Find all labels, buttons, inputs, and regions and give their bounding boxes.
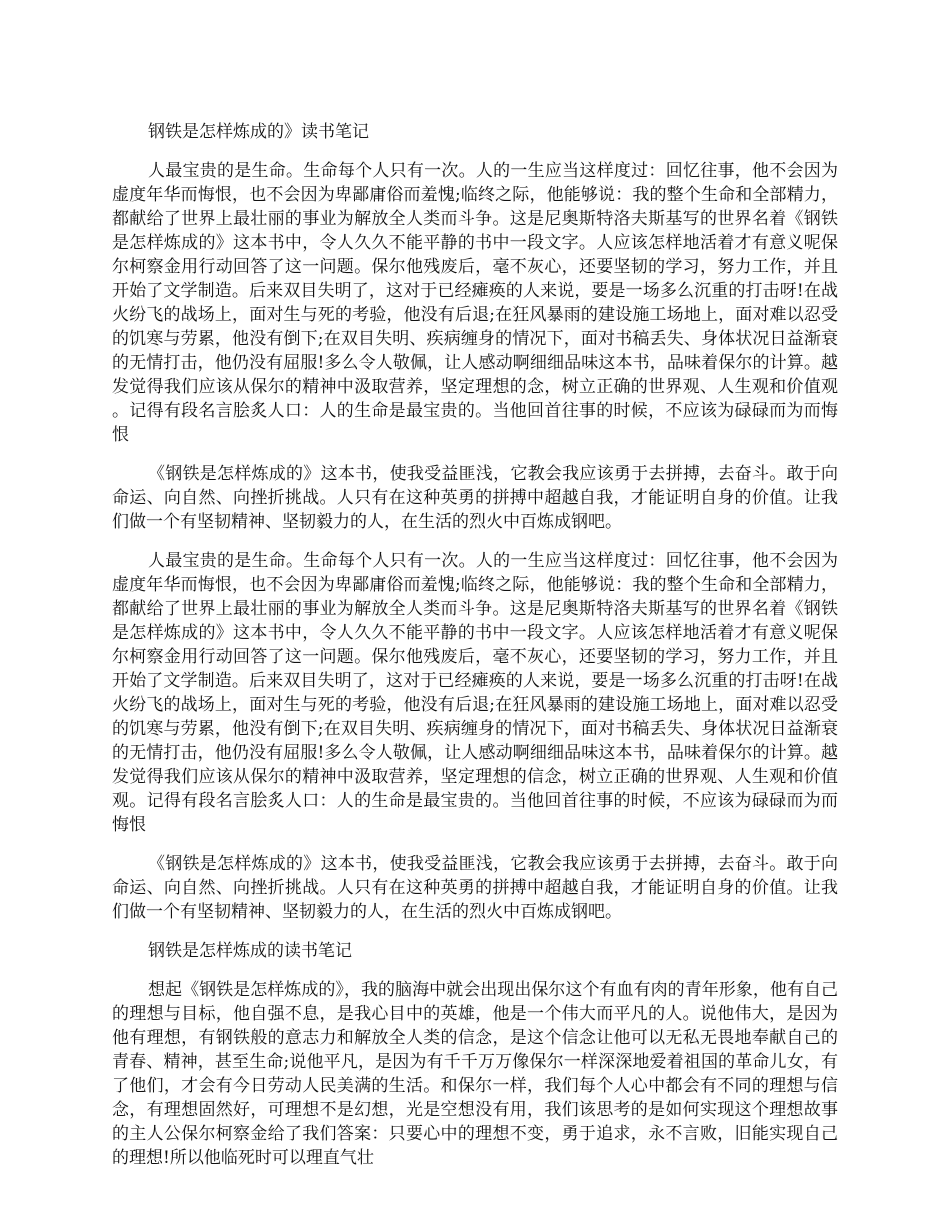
- section-heading-2: 钢铁是怎样炼成的读书笔记: [148, 941, 352, 961]
- paragraph-4: 《钢铁是怎样炼成的》这本书，使我受益匪浅，它教会我应该勇于去拼搏，去奋斗。敢于向命运、向自然、向挫折挑战。人只有在这种英勇的拼搏中超越自我，才能证明自身的价值。让我们做一个有坚韧精神、坚韧毅力的人，在生活的烈火中百炼成钢吧。: [112, 854, 838, 922]
- paragraph-5: 想起《钢铁是怎样炼成的》，我的脑海中就会出现出保尔这个有血有肉的青年形象，他有自己的理想与目标，他自强不息，是我心目中的英雄，他是一个伟大而平凡的人。说他伟大，是因为他有理想，有钢铁般的意志力和解放全人类的信念，是这个信念让他可以无私无畏地奉献自己的青春、精神，甚至生命;说他平凡，是因为有千千万万像保尔一样深深地爱着祖国的革命儿女，有了他们，才会有今日劳动人民美满的生活。和保尔一样，我们每个人心中都会有不同的理想与信念，有理想固然好，可理想不是幻想，光是空想没有用，我们该思考的是如何实现这个理想故事的主人公保尔柯察金给了我们答案：只要心中的理想不变，勇于追求，永不言败，旧能实现自己的理想!所以他临死时可以理直气壮: [112, 980, 838, 1168]
- paragraph-3: 人最宝贵的是生命。生命每个人只有一次。人的一生应当这样度过：回忆往事，他不会因为虚度年华而悔恨，也不会因为卑鄙庸俗而羞愧;临终之际，他能够说：我的整个生命和全部精力，都献给了世界上最壮丽的事业为解放全人类而斗争。这是尼奥斯特洛夫斯基写的世界名着《钢铁是怎样炼成的》这本书中，令人久久不能平静的书中一段文字。人应该怎样地活着才有意义呢保尔柯察金用行动回答了这一问题。保尔他残废后，毫不灰心，还要坚韧的学习，努力工作，并且开始了文学制造。后来双目失明了，这对于已经瘫痪的人来说，要是一场多么沉重的打击呀!在战火纷飞的战场上，面对生与死的考验，他没有后退;在狂风暴雨的建设施工场地上，面对难以忍受的饥寒与劳累，他没有倒下;在双目失明、疾病缠身的情况下，面对书稿丢失、身体状况日益渐衰的无情打击，他仍没有屈服!多么令人敬佩，让人感动啊细细品味这本书，品味着保尔的计算。越发觉得我们应该从保尔的精神中汲取营养，坚定理想的信念，树立正确的世界观、人生观和价值观。记得有段名言脍炙人口：人的生命是最宝贵的。当他回首往事的时候，不应该为碌碌而为而悔恨: [112, 551, 838, 835]
- paragraph-2: 《钢铁是怎样炼成的》这本书，使我受益匪浅，它教会我应该勇于去拼搏，去奋斗。敢于向命运、向自然、向挫折挑战。人只有在这种英勇的拼搏中超越自我，才能证明自身的价值。让我们做一个有坚韧精神、坚韧毅力的人，在生活的烈火中百炼成钢吧。: [112, 464, 838, 532]
- document-page: [112, 120, 838, 1185]
- section-heading-1: 钢铁是怎样炼成的》读书笔记: [148, 122, 369, 142]
- paragraph-1: 人最宝贵的是生命。生命每个人只有一次。人的一生应当这样度过：回忆往事，他不会因为虚度年华而悔恨，也不会因为卑鄙庸俗而羞愧;临终之际，他能够说：我的整个生命和全部精力，都献给了世界上最壮丽的事业为解放全人类而斗争。这是尼奥斯特洛夫斯基写的世界名着《钢铁是怎样炼成的》这本书中，令人久久不能平静的书中一段文字。人应该怎样地活着才有意义呢保尔柯察金用行动回答了这一问题。保尔他残废后，毫不灰心，还要坚韧的学习，努力工作，并且开始了文学制造。后来双目失明了，这对于已经瘫痪的人来说，要是一场多么沉重的打击呀!在战火纷飞的战场上，面对生与死的考验，他没有后退;在狂风暴雨的建设施工场地上，面对难以忍受的饥寒与劳累，他没有倒下;在双目失明、疾病缠身的情况下，面对书稿丢失、身体状况日益渐衰的无情打击，他仍没有屈服!多么令人敬佩，让人感动啊细细品味这本书，品味着保尔的计算。越发觉得我们应该从保尔的精神中汲取营养，坚定理想的念，树立正确的世界观、人生观和价值观。记得有段名言脍炙人口：人的生命是最宝贵的。当他回首往事的时候，不应该为碌碌而为而悔恨: [112, 161, 838, 445]
